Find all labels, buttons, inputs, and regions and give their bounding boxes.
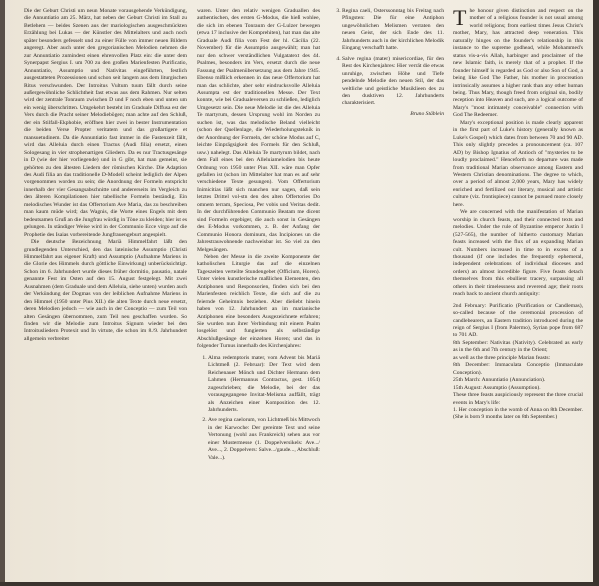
column-german-2: [197, 8, 320, 580]
list-item: 3. Regina caeli, Osterssonntag bis Freitag nach Pfingsten: Die für eine Antiphon ungewöhnlichen Melismen verraten den neuen Geist, der sich Ende des 11. Jahrhunderts auch in der kirchlichen Melodik Eingang verschafft hatte.: [342, 8, 444, 53]
antiphon-list-continued: [331, 8, 444, 108]
list-item: 25th March: Annuntiatio (Annunciation).: [453, 377, 546, 384]
paragraph: Die der Geburt Christi um neun Monate vorausgehende Verkündigung, die Annuntiatio am 25. März, hat neben der Geburt Christi im Stall zu Betlehem — beides Szenen aus der mariologischen ausgeschmückten Erzählung bei Lukas — der Künstler des Mittelalters und auch noch später besonders gefesselt und zu einer Fülle von immer neuen Bildern angeregt. Aber auch unter den gregorianischen Melodien nehmen die zur Annuntiatio zumindest einen ehrenvollen Platz ein: die unter dem Synerpapst Sergius I. um 700 zu den großen Marienfesten Purificatio, Annuntiatio, Assumptio und Nativitas eingeführten, festlich ausgestatteten Prozessionen und schon seit langem aus dem liturgischen Ritus verschwunden. Der Introitus Vultum tuum fällt durch seine außergewöhnliche Schlichtheit fast etwas aus dem Rahmen. Nur selten wird der zentrale Tonraum zwischen D und F noch eben und unten um ein wenig überschritten. Umgekehrt besteht im Graduale Diffusa est der Vers durch die Pracht seiner Melodiebögen; man achte auf den Schluß, der ein Stilfall-Ekphobie, eröffnen hier zwei in bester Instrumentation die beiden Verse Propter veritatem und das großartigere et mansuetudinem. Da die Annuntiatio fast immer in die Fastenzeit fällt, wird das Alleluia durch einen Tractus (Audi filia) ersetzt, einen Sologesang in vier strophenartigen Gliedern. Da es nur Tractusgesänge in D (wie der hier vorliegende) und in G gibt, hat man gemeint, sie gehörten zu den ältesten Liedern der römischen Kirche. Die Adaption des Audi filia an das traditionelle D-Modell scheint lediglich der Alpen vorgenommen worden zu sein; die Anordnung der Formeln entspricht innerhalb der vier Gesangsabschnitte und andererseits im Vergleich zu den älteren Kompilationen hier tabellische Formeln beständig. Ein melodisches Wunder ist das Offertorium Ave Maria, das zu beschreiben man kaum müde wird; das Wagnis, die Worte eines Engels mit dem bedeutsamen Gruß an die Jungfrau würdig in Töne zu kleiden; hier ist es gelungen. In ständiger Weise wird in der Communio Ecce virgo auf die Prophetie des Isaias vorbereitende Jungfrauengeburt angespielt.: [24, 8, 187, 238]
page-edge-left: [0, 0, 5, 586]
page-edge-bottom: [0, 582, 599, 586]
paragraph: We are concerned with the manifestation of Marian worship in church feasts, and their connected texts and melodies. Under the rule of Byzantine emperor Justin I (527-565), the number of hitherto customary Marian feasts increased with the flux of an expanding Marian cult. Numbers increased in time to in excess of a thousand (if one includes the frequently ephemeral, independent celebrations of individual dioceses and orders) an almost incredible figure. Five feasts detach themselves from this ebullient tracery, surpassing all others in their timelessness and reverend age; their roots reach back to ancient church antiquity:: [453, 209, 583, 298]
paragraph: [453, 8, 583, 120]
list-item: 1. Her conception in the womb of Anna on 8th December. (She is born 9 months later on 8th September.): [453, 407, 583, 421]
list-item: These three feasts auspiciously represent the three crucial events in Mary's life:: [453, 392, 583, 406]
list-item: 2nd February: Purificatio (Purification or Candlemas), so-called because of the ceremonial procession of candlebearers, an Eastern tradition introduced during the reign of Sergius I (from Palermo), Syrian pope from 687 to 701 AD.: [453, 302, 583, 339]
list-item: as well as the three principle Marian feasts:: [453, 354, 551, 361]
list-item: 8th December: Immaculata Conceptio (Immaculate Conception).: [453, 362, 583, 376]
column-german-1: [24, 8, 187, 580]
page-edge-right: [593, 0, 599, 586]
paragraph-text: he honour given distinction and respect on the mother of a religious founder is not usual among world religions; from earliest times Jesus Christ's mother, Mary, has attracted deep veneration. This naturally hinges on the founder's relationship in this instance to the supreme godhead, while Mohammed's status vis-a-vis Allah, harbinger and proclaimer of the new Islamic faith, is merely that of a prophet. If the founder himself is regarded as God or also Son of God, a being like God The Father, his mother in procreation intrinsically assumes a higher rank than any other human being. Thus Mary, though freed from original sin, bodily reception into Heaven and such, are a logical outcome of Mary's "most intimately conceivable" connection with God The Redeemer.: [453, 8, 583, 119]
paragraph: Die deutsche Bezeichnung Mariä Himmelfahrt läßt den grundlegenden Unterschied, den das lateinische Assumptio (Christi Himmelfahrt aus eigener Kraft) und Assumptio (Aufnahme Mariens in die Glorie des Himmels durch göttliche Einwirkung) unberücksichtigt. Schon im 6. Jahrhundert wurde dieses früher dormitio, pausatio, natale genannte Fest im Osten auf den 15. August festgelegt. Mit zwei Ausnahmen (dem Graduale und dem Alleluia, siehe unten) wurden auch der Verkündung der Dogmas von der leiblichen Aufnahme Mariens in den Himmel (1950 unter Pius XII.) die alten Texte durch neue ersetzt, deren Melodien jedoch — wie auch in der Conceptio — zum Teil von alten Gesängen übernommen, zum Teil neu geschaffen wurden. So finden wir die Melodie zum Introitus Signum wieder bei den Introitusliedern Protexit und In virtute, die schon im 8./9. Jahrhundert allgemein verbreitet: [24, 239, 187, 342]
antiphon-list: [197, 355, 320, 462]
column-german-3: [331, 8, 444, 128]
paragraph: Mary's exceptional position is made clearly apparent in the first part of Luke's history (generally known as Luke's Gospel) which dates from between 70 and 90 AD. This only slightly precedes a pronouncement (ca. 107 AD) by Bishop Ignatius of Antioch of "mysteries to be loudly proclaimed." Henceforth no departure was made from traditional Marian observance among Eastern and Western Christian denominations. The degree to which, over a period of almost 2,000 years, Mary has widely enriched and fertilized our literary, musical and artistic culture (viz. frontispiece) cannot be pursued more closely here.: [453, 119, 583, 208]
drop-cap: T: [453, 8, 467, 30]
list-item: 8th September: Nativitas (Nativity). Celebrated as early as in the 6th and 7th century in the Orient;: [453, 339, 583, 354]
paragraph: Neben der Messe in die zweite Komponente der katholischen Liturgie das auf die einzelnen Tageszeiten verteilte Stundengebet (Officium, Horen). Unter vielen kunstlerische maßlichen Elementen, den Antiphonen und Responsorien, finden sich bei den Marienfesten reichlich Texte, die sich auf die zu feiernde Geheimnis beziehen. Aber dieliebt hinein haben von 12. Jahrhundert an im marianische Antiphonen eine besonders Ausgezeichnete erfahren; Sie wurden nun ihrer Verbindung mit einem Psalm losgelöst und fungierten als selbständige Abschlußgesänge der einzelnen Horen; und das in folgender Turnus innerhalb des Kirchenjahres:: [197, 253, 320, 350]
column-english: [453, 8, 583, 580]
paragraph: waren. Unter den relativ wenigen Graduallen des authentischen, des ersten G-Modus, die hieß wohlee, die sich im ebenen Tonraum der G-Lulzer bewegen (etwa 17 inclusive der Komprehiten), hat man das alte Graduale Audi filia vom Fest der hl. Cäcilia (22. November) für die Assumptio ausgewählt; man hat nur den schwer verständlichen Vulgatatext des 44. Psalmes, besonders im Vers, ersetzt durch die neue Fassung der Psalmenübersetzung aus dem Jahre 1945. Ebenso mißlich erkennen in das neue Offertorium hat man das schlichte, aber sehr eindrucksvolle Alleluia Assumpta est der traditionellen Messe. Der Text konnte, wie bei Gradualeversen zu schließen, lediglich Umgesetzt sein. Die neue Melodie ist die des Alleluia Te martyrum, dessen Ursprung wohl im Norden zu suchen ist, was das melodische Beland vielleicht (schon der Quellenlage, die Wiederholungsteknik in der Anordnung der Formeln, der schöne Modus auf C, leichte Einprägsigkeit des Formels für den Schluß, usw.) nahelegt. Das Alleluia Te martyrum bildet, nach dem Fall eines bei den Alleluiamelodien bis heute Ordnung von 1950 unter Pius XII. wäre man Opfer gefallen ist (schon im Mittelalter hat man es auf sehr verschiedene Texte gesungen). Vom Offertorium Inimicitias läßt sich manchen nur sagen, daß sein letztes Drittel vol-stn den des alten Offertories Do omnem terram, Speciosa, Per vobis und Veritas dedit. In der durchführenden Communio Beatam me dicent sind Formeln ergebiger, die auch sonst in Gesängen des E-Modus vorkommen, z. B. der Anfang der Communio Honora dominum, das Incipiones un die Jahrestrauwohnende nachweisbar ist. So viel zu den Melgesängen.: [197, 8, 320, 253]
feast-list: [453, 303, 583, 422]
list-item: 4. Salve regina (mater) misericordiae, für den Rest des Kirchenjahres: Hier verrät die etwas unruhige, zwischen Höhe und Tiefe pendelnde Melodie den neuen Stil, der das weltliche und geistliche Musiklieen des zu den dusktiven 12. Jahrhunderts charakterisiert.: [342, 56, 444, 108]
list-item: 15th August: Assumptio (Assumption).: [453, 384, 541, 391]
list-item: 1. Alma redemptoris mater, vom Advent bis Mariä Lichtmeß (2. Februar): Der Text wird dem Reichenauer Mönch und Dichter Hermann dem Lahmen (Hermannus Contractus, gest. 1054) zugeschrieben; die Melodie, bei der das vorausgegangene Invitat-Melisma auffällt, trägt als Anzeichen einer Komposition des 12. Jahrhunderts.: [208, 355, 320, 415]
author-signature: Bruno Stäblein: [410, 110, 444, 117]
list-item: 2. Ave regina caelorum, von Lichtmeß bis Mittwoch in der Karwoche: Der gereimte Text und seine Vertonung (wohl aus Frankreich) sehen aus vor einer Mustermesse (1. Doppelversikels: Ave.../ Ave..., 2. Doppelvers: Salve.../gaude..., Abschluß: Vale...).: [208, 417, 320, 462]
